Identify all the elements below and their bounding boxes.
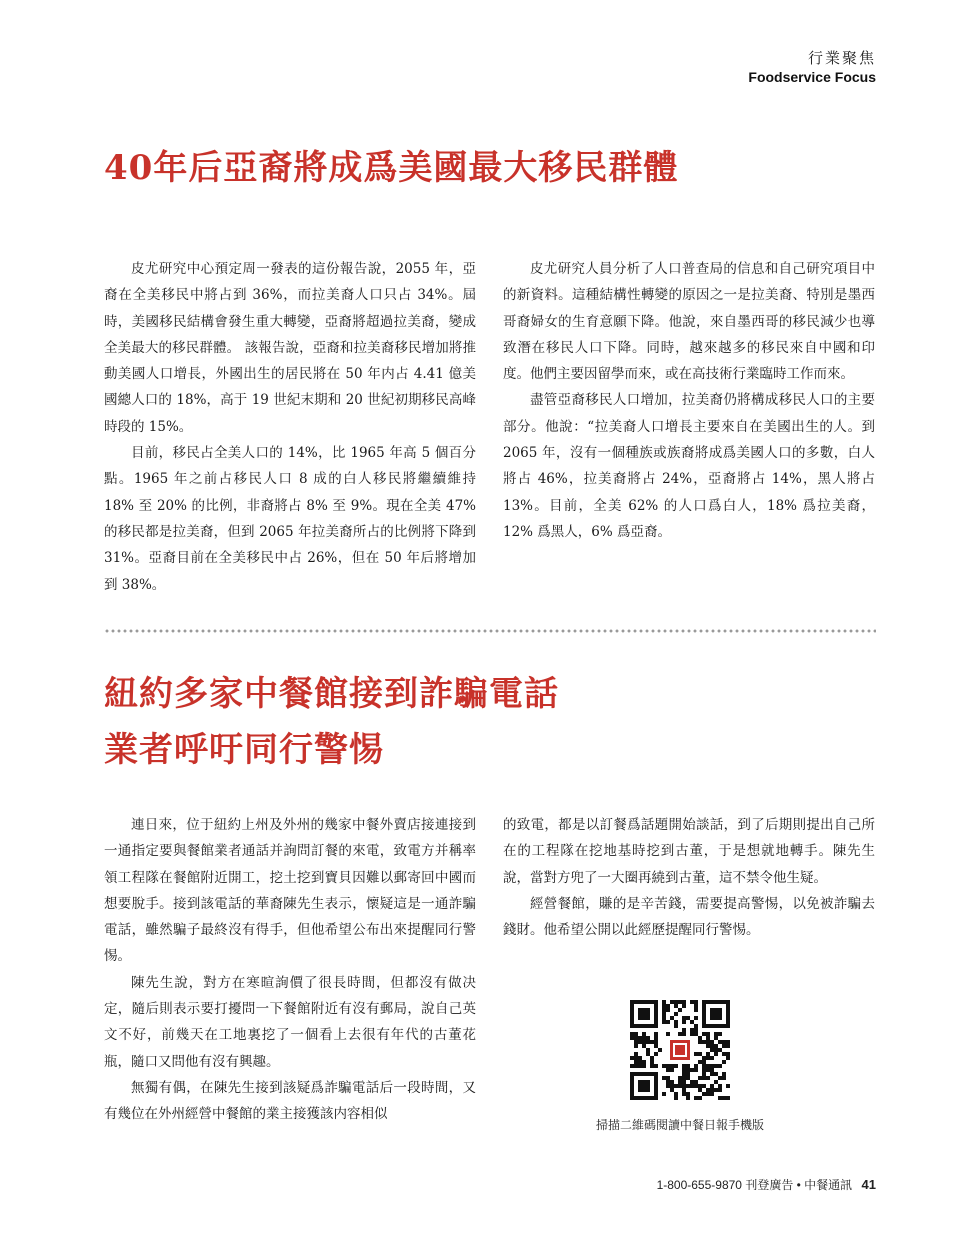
article2-column-left [104,812,476,1128]
article1-column-left [104,256,476,598]
paragraph: 陳先生說，對方在寒暄詢價了很長時間，但都沒有做决定，隨后則表示要打擾問一下餐館附近有沒有郵局，說自己英文不好，前幾天在工地裏挖了一個看上去很有年代的古董花瓶，隨口又問他有沒有興趣。 [104,974,476,1070]
paragraph: 皮尤研究人員分析了人口普查局的信息和自己研究項目中的新資料。這種結構性轉變的原因之一是拉美裔、特別是墨西哥裔婦女的生育意願下降。他說，來自墨西哥的移民減少也導致潛在移民人口下降。同時，越來越多的移民來自中國和印度。他們主要因留學而來，或在高技術行業臨時工作而來。 [503,261,875,383]
paragraph: 無獨有偶，在陳先生接到該疑爲詐騙電話后一段時間，又有幾位在外州經營中餐館的業主接獲該内容相似 [104,1079,476,1123]
article1-column-right [503,256,875,545]
section-header [748,48,876,86]
paragraph: 皮尤研究中心預定周一發表的這份報告說，2055 年，亞裔在全美移民中將占到 36%，而拉美裔人口只占 34%。屆時，美國移民結構會發生重大轉變，亞裔將超過拉美裔，變成全美最大的移民群體。 該報告說，亞裔和拉美裔移民增加將推動美國人口增長，外國出生的居民將在 50 年内占 4.41 億美國總人口的 18%，高于 19 世紀末期和 20 世紀初期移民高峰時段的 15%。 [104,261,476,435]
qr-code-icon [630,1000,730,1100]
paragraph: 目前，移民占全美人口的 14%，比 1965 年高 5 個百分點。1965 年之前占移民人口 8 成的白人移民將繼續維持 18% 至 20% 的比例，非裔將占 8% 至 9%。現在全美 47% 的移民都是拉美裔，但到 2065 年拉美裔所占的比例將下降到 31%。亞裔目前在全美移民中占 26%，但在 50 年后將增加到 38%。 [104,445,476,593]
article2-title [104,666,559,778]
article2-title-line2: 業者呼吁同行警惕 [104,730,384,770]
section-label-en: Foodservice Focus [748,69,876,85]
article2-title-line1: 紐約多家中餐館接到詐騙電話 [104,674,559,714]
article1-title: 40年后亞裔將成爲美國最大移民群體 [104,148,679,188]
section-label-cn: 行業聚焦 [807,49,876,67]
footer-text: 刊登廣告 • 中餐通訊 [745,1178,853,1192]
article2-column-right [503,812,875,943]
paragraph: 盡管亞裔移民人口增加，拉美裔仍將構成移民人口的主要部分。他說：“拉美裔人口增長主要來自在美國出生的人。到 2065 年，沒有一個種族或族裔將成爲美國人口的多數，白人將占 46%，拉美裔將占 24%，亞裔將占 14%，黑人將占 13%。目前，全美 62% 的人口爲白人，18% 爲拉美裔，12% 爲黑人，6% 爲亞裔。 [503,392,875,540]
dotted-divider [104,628,876,634]
footer-phone: 1-800-655-9870 [656,1178,742,1192]
qr-caption: 掃描二維碼閱讀中餐日報手機版 [595,1118,764,1132]
page-footer [657,1176,876,1193]
paragraph: 經營餐館，賺的是辛苦錢，需要提高警惕，以免被詐騙去錢財。他希望公開以此經歷提醒同行警惕。 [503,895,875,939]
page-number: 41 [861,1177,876,1192]
qr-code[interactable] [630,1000,730,1100]
paragraph-continued: 的致電，都是以訂餐爲話題開始談話，到了后期則提出自己所在的工程隊在挖地基時挖到古董，于是想就地轉手。陳先生說，當對方兜了一大圈再繞到古董，這不禁令他生疑。 [503,817,875,886]
paragraph: 連日來，位于紐約上州及外州的幾家中餐外賣店接連接到一通指定要與餐館業者通話并詢問訂餐的來電，致電方并稱率領工程隊在餐館附近開工，挖土挖到寶貝因難以郵寄回中國而想要脫手。接到該電話的華裔陳先生表示，懷疑這是一通詐騙電話，雖然騙子最終沒有得手，但他希望公布出來提醒同行警惕。 [104,817,476,965]
